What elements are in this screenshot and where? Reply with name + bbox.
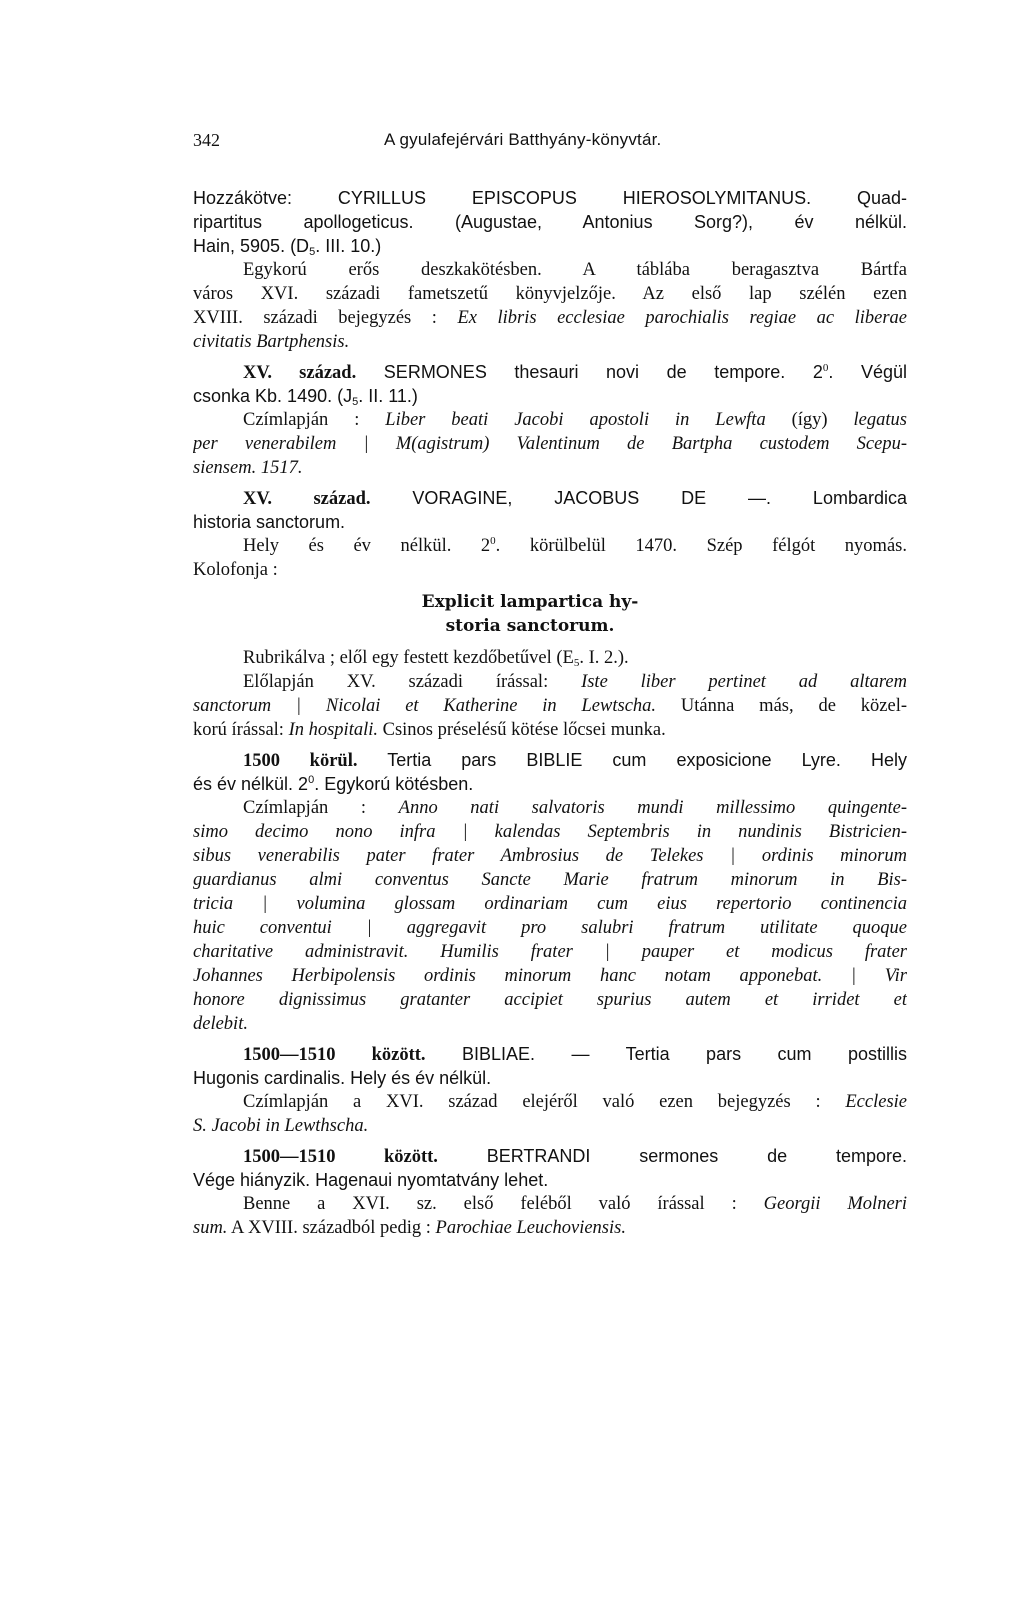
page-body xyxy=(193,186,907,1240)
entry-voragine xyxy=(193,486,907,742)
text-line: Czímlapján : Liber beati Jacobi apostoli in Lewfta (így) legatus xyxy=(243,410,907,430)
text-line: korú írással: In hospitali. Csinos préselésű kötése lőcsei munka. xyxy=(193,720,666,740)
text-line: Egykorú erős deszkakötésben. A táblába beragasztva Bártfa xyxy=(243,260,907,280)
text-line: Hugonis cardinalis. Hely és év nélkül. xyxy=(193,1068,492,1088)
colophon-line: Explicit lampartica hy- xyxy=(421,592,639,612)
text-line: civitatis Bartphensis. xyxy=(193,332,350,352)
text-line: Czímlapján : Anno nati salvatoris mundi millessimo quingente- xyxy=(243,798,907,818)
text-line: XVIII. századi bejegyzés : Ex libris ecclesiae parochialis regiae ac liberae xyxy=(193,308,907,328)
text-line: XV. század. VORAGINE, JACOBUS DE —. Lombardica xyxy=(243,488,907,509)
text-line: és év nélkül. $2^0$. Egykorú kötésben. xyxy=(193,774,474,794)
text-line: Johannes Herbipolensis ordinis minorum hanc notam apponebat. | Vir xyxy=(193,966,907,986)
entry-biblie xyxy=(193,748,907,1036)
colophon-line: storia sanctorum. xyxy=(445,616,615,636)
text-line: Hozzákötve: CYRILLUS EPISCOPUS HIEROSOLYMITANUS. Quad- xyxy=(193,188,907,208)
text-line: historia sanctorum. xyxy=(193,512,346,532)
text-line: XV. század. SERMONES thesauri novi de tempore. $2^0$. Végül xyxy=(243,361,907,383)
text-line: város XVI. századi fametszetű könyvjelzője. Az első lap szélén ezen xyxy=(193,284,907,304)
text-line: honore dignissimus gratanter accipiet spurius autem et irridet et xyxy=(193,990,907,1010)
text-line: guardianus almi conventus Sancte Marie fratrum minorum in Bis- xyxy=(193,870,907,890)
text-line: delebit. xyxy=(193,1014,248,1034)
text-line: sum. A XVIII. századból pedig : Parochiae Leuchoviensis. xyxy=(193,1218,626,1238)
text-line: 1500—1510 között. BERTRANDI sermones de tempore. xyxy=(243,1146,907,1167)
text-line: Rubrikálva ; elől egy festett kezdőbetűvel ($E_5$. I. 2.). xyxy=(243,648,629,669)
text-line: per venerabilem | M(agistrum) Valentinum de Bartpha custodem Scepu- xyxy=(193,434,907,454)
entry-sermones xyxy=(193,360,907,480)
text-line: Hain, 5905. ($D_5$. III. 10.) xyxy=(193,236,382,258)
text-line: ripartitus apollogeticus. (Augustae, Antonius Sorg?), év nélkül. xyxy=(193,212,907,232)
text-line: simo decimo nono infra | kalendas Septembris in nundinis Bistricien- xyxy=(193,822,907,842)
entry-bertrandi xyxy=(193,1144,907,1240)
text-line: Kolofonja : xyxy=(193,560,278,580)
text-line: Benne a XVI. sz. első feléből való írással : Georgii Molneri xyxy=(243,1194,907,1214)
text-line: csonka Kb. 1490. ($J_5$. II. 11.) xyxy=(193,386,418,408)
text-line: siensem. 1517. xyxy=(193,458,303,478)
text-line: 1500 körül. Tertia pars BIBLIE cum exposicione Lyre. Hely xyxy=(243,750,907,771)
text-line: sanctorum | Nicolai et Katherine in Lewtscha. Utánna más, de közel- xyxy=(193,696,907,716)
page-number: 342 xyxy=(193,130,220,150)
text-line: Hely és év nélkül. $2^0$. körülbelül 1470. Szép félgót nyomás. xyxy=(243,534,907,556)
text-line: tricia | volumina glossam ordinariam cum eius repertorio continencia xyxy=(193,894,907,914)
text-line: 1500—1510 között. BIBLIAE. — Tertia pars cum postillis xyxy=(243,1044,907,1065)
entry-cyrillus xyxy=(193,186,907,354)
text-line: charitative administravit. Humilis frater | pauper et modicus frater xyxy=(193,942,907,962)
entry-bibliae xyxy=(193,1042,907,1138)
text-line: S. Jacobi in Lewthscha. xyxy=(193,1116,369,1136)
text-line: Vége hiányzik. Hagenaui nyomtatvány lehet. xyxy=(193,1170,549,1190)
text-line: huic conventui | aggregavit pro salubri fratrum utilitate quoque xyxy=(193,918,907,938)
text-line: Czímlapján a XVI. század elejéről való ezen bejegyzés : Ecclesie xyxy=(243,1092,907,1112)
text-line: sibus venerabilis pater frater Ambrosius de Telekes | ordinis minorum xyxy=(193,846,907,866)
running-title: A gyulafejérvári Batthyány-könyvtár. xyxy=(384,130,662,149)
text-line: Előlapján XV. századi írással: Iste liber pertinet ad altarem xyxy=(243,672,907,692)
